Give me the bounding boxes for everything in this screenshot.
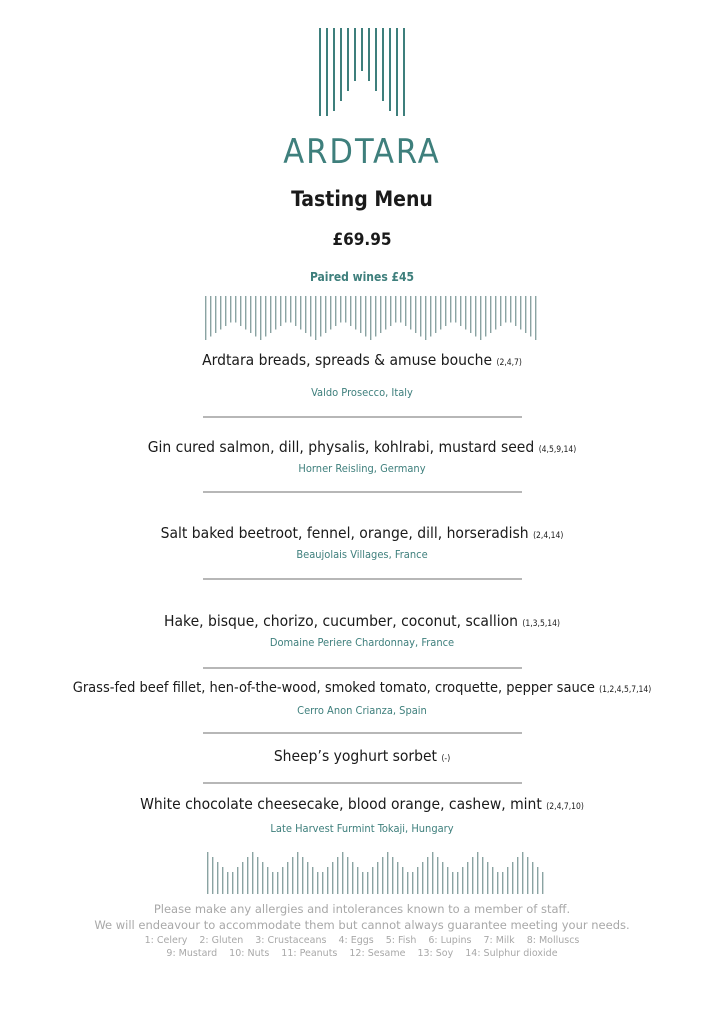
allergy-notice: Please make any allergies and intolerances known to a member of staff. <box>153 902 571 916</box>
allergen-legend-row-1 <box>0 935 724 946</box>
course-wine-1: Valdo Prosecco, Italy <box>311 386 413 399</box>
divider <box>203 667 522 669</box>
course-dish-6: Sheep’s yoghurt sorbet (-) <box>273 747 451 765</box>
ardtara-logo-icon <box>318 28 410 116</box>
course-wine-4: Domaine Periere Chardonnay, France <box>269 636 455 649</box>
allergen-codes: (2,4,14) <box>533 531 564 541</box>
course-wine-5: Cerro Anon Crianza, Spain <box>297 704 427 717</box>
bottom-ornament-icon <box>205 850 545 894</box>
allergen-code: 3: Crustaceans <box>255 935 327 946</box>
allergen-codes: (1,2,4,5,7,14) <box>599 685 652 695</box>
course-dish-1: Ardtara breads, spreads & amuse bouche (2,4,7) <box>202 351 522 369</box>
top-ornament-icon <box>203 296 538 340</box>
allergen-code: 11: Peanuts <box>281 948 338 959</box>
allergen-code: 8: Molluscs <box>526 935 580 946</box>
allergen-code: 9: Mustard <box>166 948 218 959</box>
paired-wines-price: Paired wines £45 <box>309 270 415 284</box>
allergen-legend-row-2 <box>0 948 724 959</box>
course-dish-3: Salt baked beetroot, fennel, orange, dill, horseradish (2,4,14) <box>160 524 564 542</box>
allergen-code: 12: Sesame <box>349 948 406 959</box>
allergen-codes: (1,3,5,14) <box>522 619 560 629</box>
menu-price: £69.95 <box>332 230 392 250</box>
course-wine-7: Late Harvest Furmint Tokaji, Hungary <box>270 822 454 835</box>
allergen-code: 6: Lupins <box>428 935 472 946</box>
course-dish-5: Grass-fed beef fillet, hen-of-the-wood, smoked tomato, croquette, pepper sauce (1,2,4,5,7,14) <box>72 680 652 696</box>
divider <box>203 732 522 734</box>
allergen-codes: (-) <box>441 754 451 764</box>
divider <box>203 416 522 418</box>
allergen-code: 4: Eggs <box>338 935 374 946</box>
allergen-code: 13: Soy <box>417 948 454 959</box>
allergen-code: 2: Gluten <box>199 935 244 946</box>
allergen-code: 14: Sulphur dioxide <box>465 948 558 959</box>
allergen-code: 1: Celery <box>144 935 188 946</box>
course-wine-2: Horner Reisling, Germany <box>298 462 426 475</box>
allergen-codes: (4,5,9,14) <box>538 445 577 455</box>
course-dish-2: Gin cured salmon, dill, physalis, kohlrabi, mustard seed (4,5,9,14) <box>147 438 577 456</box>
allergen-codes: (2,4,7) <box>496 358 522 368</box>
allergen-code: 7: Milk <box>483 935 515 946</box>
allergy-disclaimer: We will endeavour to accommodate them but cannot always guarantee meeting your needs. <box>94 918 630 932</box>
menu-title: Tasting Menu <box>291 187 433 211</box>
allergen-codes: (2,4,7,10) <box>546 802 584 812</box>
allergen-code: 10: Nuts <box>229 948 270 959</box>
course-dish-7: White chocolate cheesecake, blood orange, cashew, mint (2,4,7,10) <box>140 795 584 813</box>
course-wine-3: Beaujolais Villages, France <box>296 548 428 561</box>
brand-name: ARDTARA <box>283 132 441 172</box>
allergen-code: 5: Fish <box>385 935 417 946</box>
divider <box>203 782 522 784</box>
divider <box>203 491 522 493</box>
divider <box>203 578 522 580</box>
course-dish-4: Hake, bisque, chorizo, cucumber, coconut, scallion (1,3,5,14) <box>164 612 560 630</box>
